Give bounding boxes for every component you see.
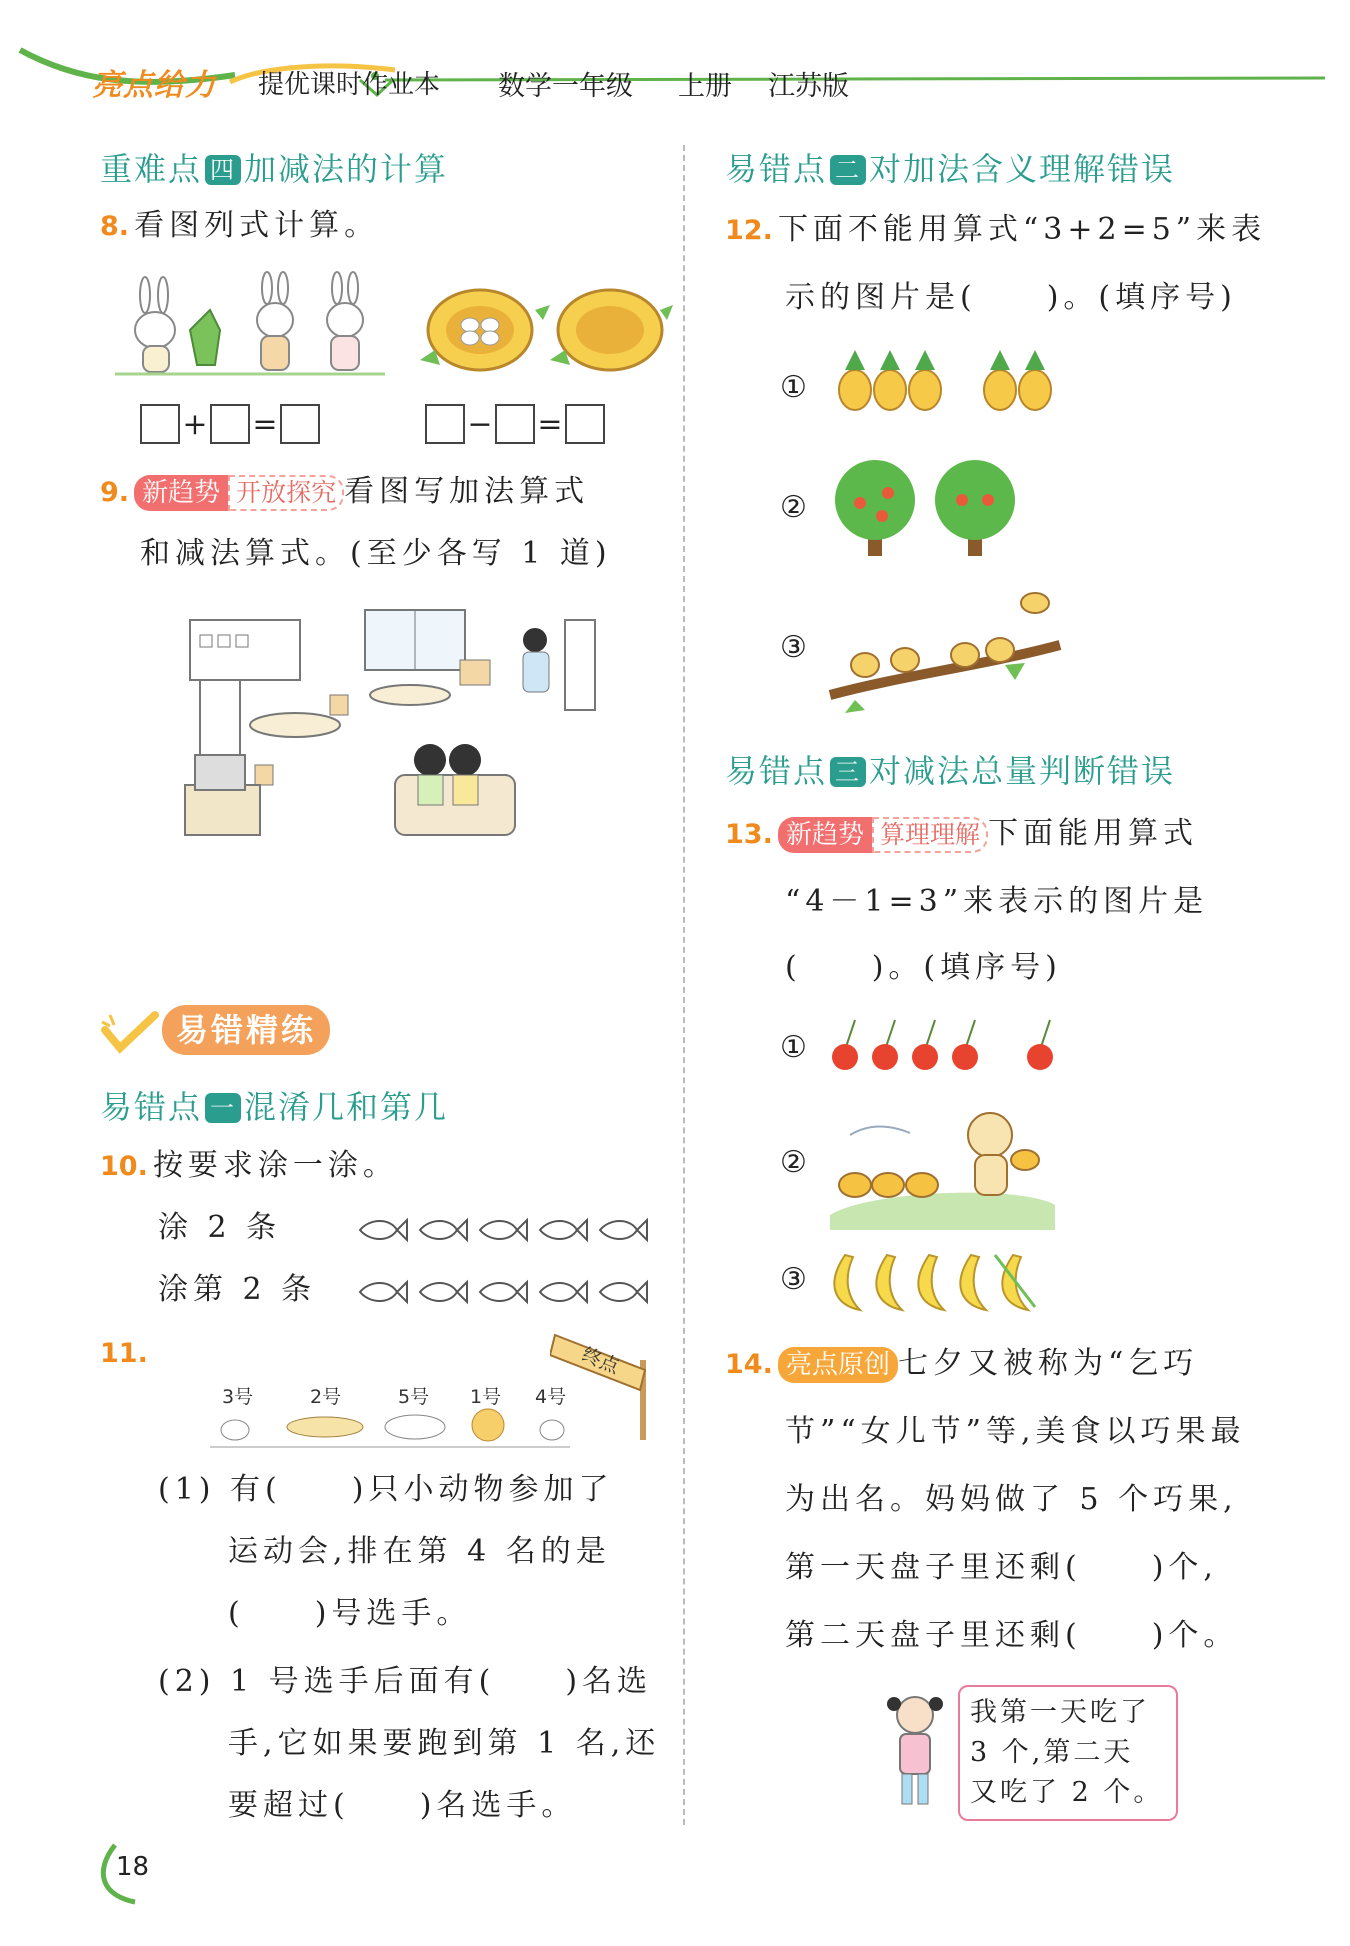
column-divider [683,145,685,1825]
animal-race-image [210,1405,570,1450]
practice-title: 易错精练 [162,1005,330,1055]
open-explore-badge: 开放探究 [228,475,344,511]
q11-part1-line2: 运动会,排在第 4 名的是 [228,1534,611,1569]
q13-option-3[interactable]: ③ [780,1262,807,1297]
q14-line5: 第二天盘子里还剩( )个。 [785,1618,1239,1653]
q8-addition-blanks[interactable]: + = [140,404,320,444]
birds-branch-image [825,585,1065,715]
q10-row2-label: 涂第 2 条 [158,1272,317,1307]
q10-row1-label: 涂 2 条 [158,1210,282,1245]
q13-line3: ( )。(填序号) [785,950,1062,985]
pineapples-image [830,345,1070,415]
runner-label-5: 5号 [398,1386,430,1408]
q12-option-2[interactable]: ② [780,490,807,525]
q14-line4: 第一天盘子里还剩( )个, [785,1550,1218,1585]
question-11-number: 11. [100,1338,148,1369]
runner-label-1: 1号 [470,1386,502,1408]
question-14: 14. 亮点原创 七夕又被称为“乞巧 [725,1346,1199,1381]
subject-grade: 数学一年级 [498,71,633,102]
rabbits-carrot-image [105,270,395,380]
trend-badge: 新趋势 [134,475,228,511]
girl-figure-image [880,1690,950,1810]
section-error-point-1: 易错点 一 混淆几和第几 [100,1088,449,1126]
reasoning-badge: 算理理解 [872,817,988,853]
q9-line2: 和减法算式。(至少各写 1 道) [140,536,612,571]
apple-trees-image [830,458,1020,558]
question-10: 10. 按要求涂一涂。 [100,1148,398,1183]
bear-honey-image [830,1105,1060,1230]
speech-bubble: 我第一天吃了 3 个,第二天 又吃了 2 个。 [958,1685,1178,1821]
question-12: 12. 下面不能用算式“3+2=5”来表 [725,212,1267,247]
runner-label-4: 4号 [535,1386,567,1408]
q14-line2: 节”“女儿节”等,美食以巧果最 [785,1414,1246,1449]
question-8: 8. 看图列式计算。 [100,208,380,243]
q13-option-1[interactable]: ① [780,1030,807,1065]
question-13: 13. 新趋势 算理理解 下面能用算式 [725,816,1198,851]
brand-logo: 亮点给力 [92,68,216,103]
q13-line2: “4－1=3”来表示的图片是 [785,884,1209,919]
bananas-image [825,1245,1055,1315]
q11-part2-line2: 手,它如果要跑到第 1 名,还 [228,1726,661,1761]
finish-label: 终点 [578,1343,623,1379]
page-number: 18 [116,1852,150,1882]
q12-option-3[interactable]: ③ [780,630,807,665]
brand-subtitle: 提优课时作业本 [258,70,441,100]
fish-row-2[interactable] [355,1274,655,1310]
q11-part1-line3: ( )号选手。 [228,1596,472,1631]
q11-part2-line3: 要超过( )名选手。 [228,1788,577,1823]
cherries-image [825,1015,1075,1075]
q11-part2-line1: (2) 1 号选手后面有( )名选 [158,1664,653,1699]
section-error-point-3: 易错点 三 对减法总量判断错误 [725,752,1176,790]
q12-line2: 示的图片是( )。(填序号) [785,280,1237,315]
q14-line3: 为出名。妈妈做了 5 个巧果, [785,1482,1238,1517]
checkmark-icon [100,1010,160,1055]
classroom-scene-image [180,600,610,845]
section-error-point-2: 易错点 二 对加法含义理解错误 [725,150,1176,188]
nests-eggs-image [415,280,675,375]
volume: 上册 [678,71,732,102]
edition: 江苏版 [768,71,849,102]
question-9: 9. 新趋势 开放探究 看图写加法算式 [100,474,590,509]
q13-option-2[interactable]: ② [780,1145,807,1180]
runner-label-3: 3号 [222,1386,254,1408]
q12-option-1[interactable]: ① [780,370,807,405]
q8-subtraction-blanks[interactable]: − = [425,404,605,444]
q11-part1-line1: (1) 有( )只小动物参加了 [158,1472,614,1507]
fish-row-1[interactable] [355,1212,655,1248]
trend-badge-2: 新趋势 [778,817,872,853]
original-badge: 亮点原创 [778,1347,898,1383]
runner-label-2: 2号 [310,1386,342,1408]
section-key-difficulty: 重难点 四 加减法的计算 [100,150,449,188]
